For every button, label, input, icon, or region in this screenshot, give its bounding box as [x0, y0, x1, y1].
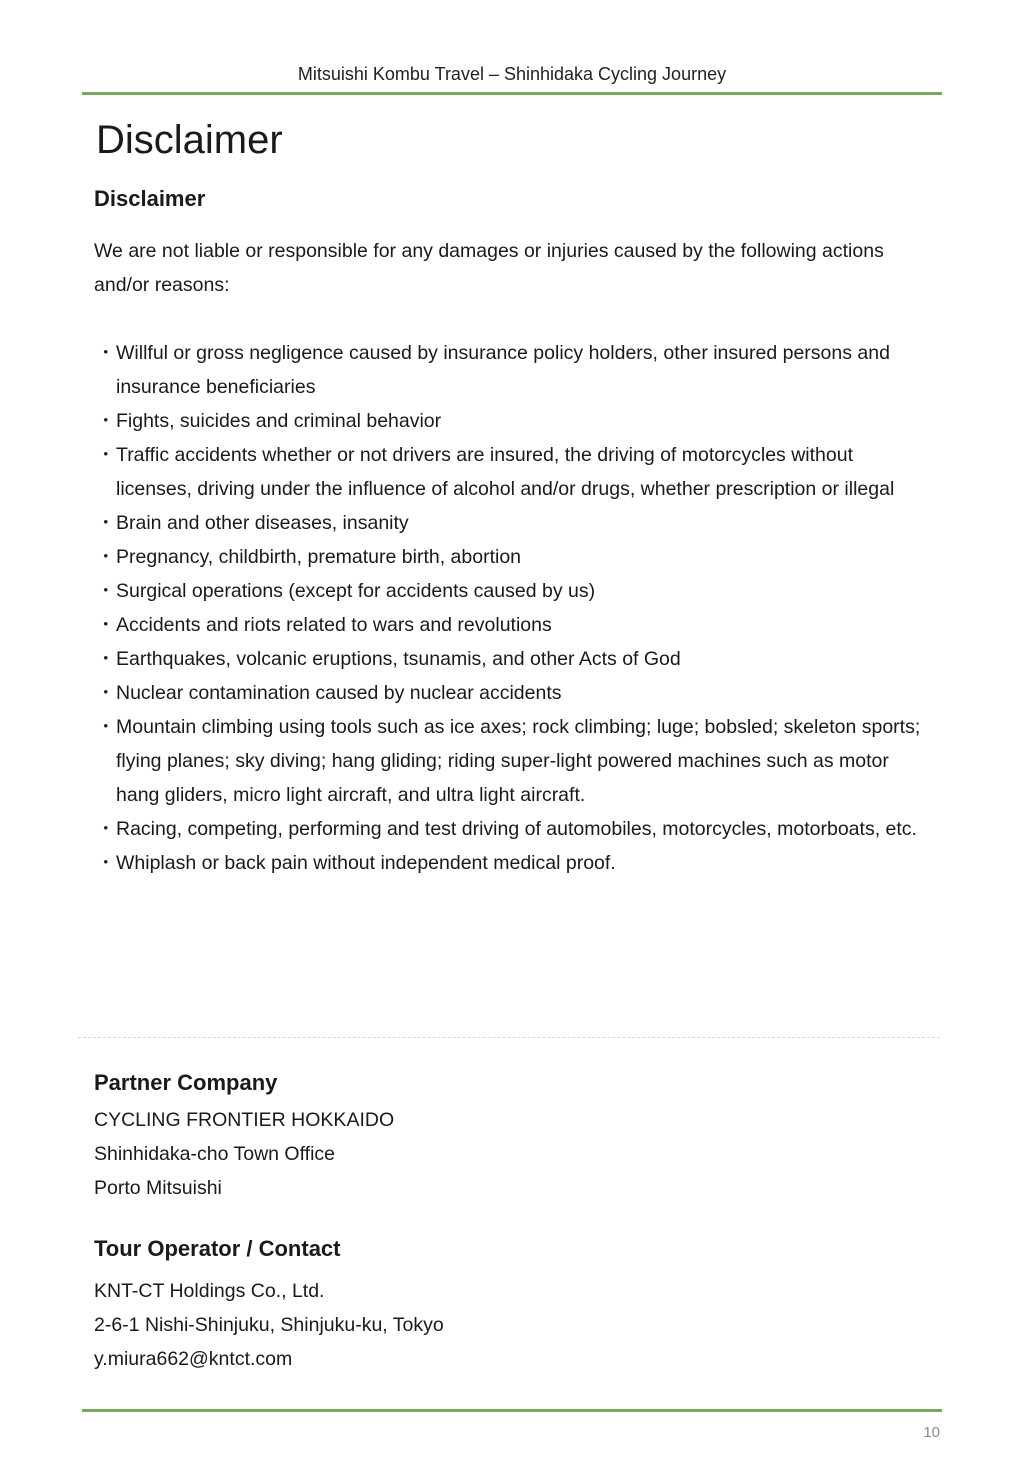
- disclaimer-list: [94, 336, 934, 880]
- bullet-icon: ・: [96, 852, 116, 874]
- header-rule: [82, 92, 942, 95]
- bullet-icon: ・: [96, 648, 116, 670]
- list-item: [94, 710, 934, 812]
- list-item-text: Fights, suicides and criminal behavior: [116, 410, 442, 432]
- bullet-icon: ・: [96, 546, 116, 568]
- list-item-text: Earthquakes, volcanic eruptions, tsunamis, and other Acts of God: [116, 648, 681, 670]
- list-item: [94, 540, 934, 574]
- page-number: 10: [923, 1424, 940, 1441]
- bullet-icon: ・: [96, 716, 116, 738]
- footer-rule: [82, 1409, 942, 1412]
- partner-line: Porto Mitsuishi: [94, 1177, 222, 1199]
- list-item-text: Whiplash or back pain without independent medical proof.: [116, 852, 616, 874]
- list-item-text: Willful or gross negligence caused by insurance policy holders, other insured persons and insurance beneficiaries: [116, 342, 890, 398]
- tour-operator-list: [94, 1274, 444, 1376]
- bullet-icon: ・: [96, 342, 116, 364]
- list-item-text: Surgical operations (except for accidents caused by us): [116, 580, 596, 602]
- operator-company-name: KNT-CT Holdings Co., Ltd.: [94, 1280, 325, 1302]
- list-item: [94, 404, 934, 438]
- list-item: [94, 506, 934, 540]
- list-item: [94, 336, 934, 404]
- list-item: [94, 608, 934, 642]
- list-item: [94, 642, 934, 676]
- list-item-text: Racing, competing, performing and test driving of automobiles, motorcycles, motorboats, etc.: [116, 818, 917, 840]
- list-item-text: Mountain climbing using tools such as ice axes; rock climbing; luge; bobsled; skeleton sports; flying planes; sky diving; hang gliding; riding super-light powered machines such as motor hang gliders, micro light aircraft, and ultra light aircraft.: [116, 716, 921, 806]
- list-item: [94, 812, 934, 846]
- list-item-text: Nuclear contamination caused by nuclear accidents: [116, 682, 562, 704]
- partner-line: Shinhidaka-cho Town Office: [94, 1143, 336, 1165]
- operator-email: y.miura662@kntct.com: [94, 1348, 293, 1370]
- running-header: Mitsuishi Kombu Travel – Shinhidaka Cycling Journey: [297, 64, 727, 84]
- section-heading-disclaimer: Disclaimer: [94, 186, 206, 211]
- list-item-text: Traffic accidents whether or not drivers are insured, the driving of motorcycles without licenses, driving under the influence of alcohol and/or drugs, whether prescription or illegal: [116, 444, 895, 500]
- bullet-icon: ・: [96, 444, 116, 466]
- list-item-text: Brain and other diseases, insanity: [116, 512, 409, 534]
- tour-operator-heading: Tour Operator / Contact: [94, 1236, 341, 1261]
- list-item-text: Pregnancy, childbirth, premature birth, abortion: [116, 546, 522, 568]
- bullet-icon: ・: [96, 512, 116, 534]
- section-divider: [78, 1037, 940, 1038]
- partner-company-list: [94, 1103, 394, 1205]
- list-item: [94, 846, 934, 880]
- list-item-text: Accidents and riots related to wars and revolutions: [116, 614, 552, 636]
- partner-line: CYCLING FRONTIER HOKKAIDO: [94, 1109, 395, 1131]
- page-title: Disclaimer: [96, 118, 283, 162]
- bullet-icon: ・: [96, 614, 116, 636]
- bullet-icon: ・: [96, 682, 116, 704]
- list-item: [94, 438, 934, 506]
- list-item: [94, 676, 934, 710]
- bullet-icon: ・: [96, 410, 116, 432]
- operator-address: 2-6-1 Nishi-Shinjuku, Shinjuku-ku, Tokyo: [94, 1314, 444, 1336]
- bullet-icon: ・: [96, 580, 116, 602]
- list-item: [94, 574, 934, 608]
- bullet-icon: ・: [96, 818, 116, 840]
- partner-company-heading: Partner Company: [94, 1070, 278, 1095]
- disclaimer-intro: We are not liable or responsible for any damages or injuries caused by the following actions and/or reasons:: [94, 240, 884, 296]
